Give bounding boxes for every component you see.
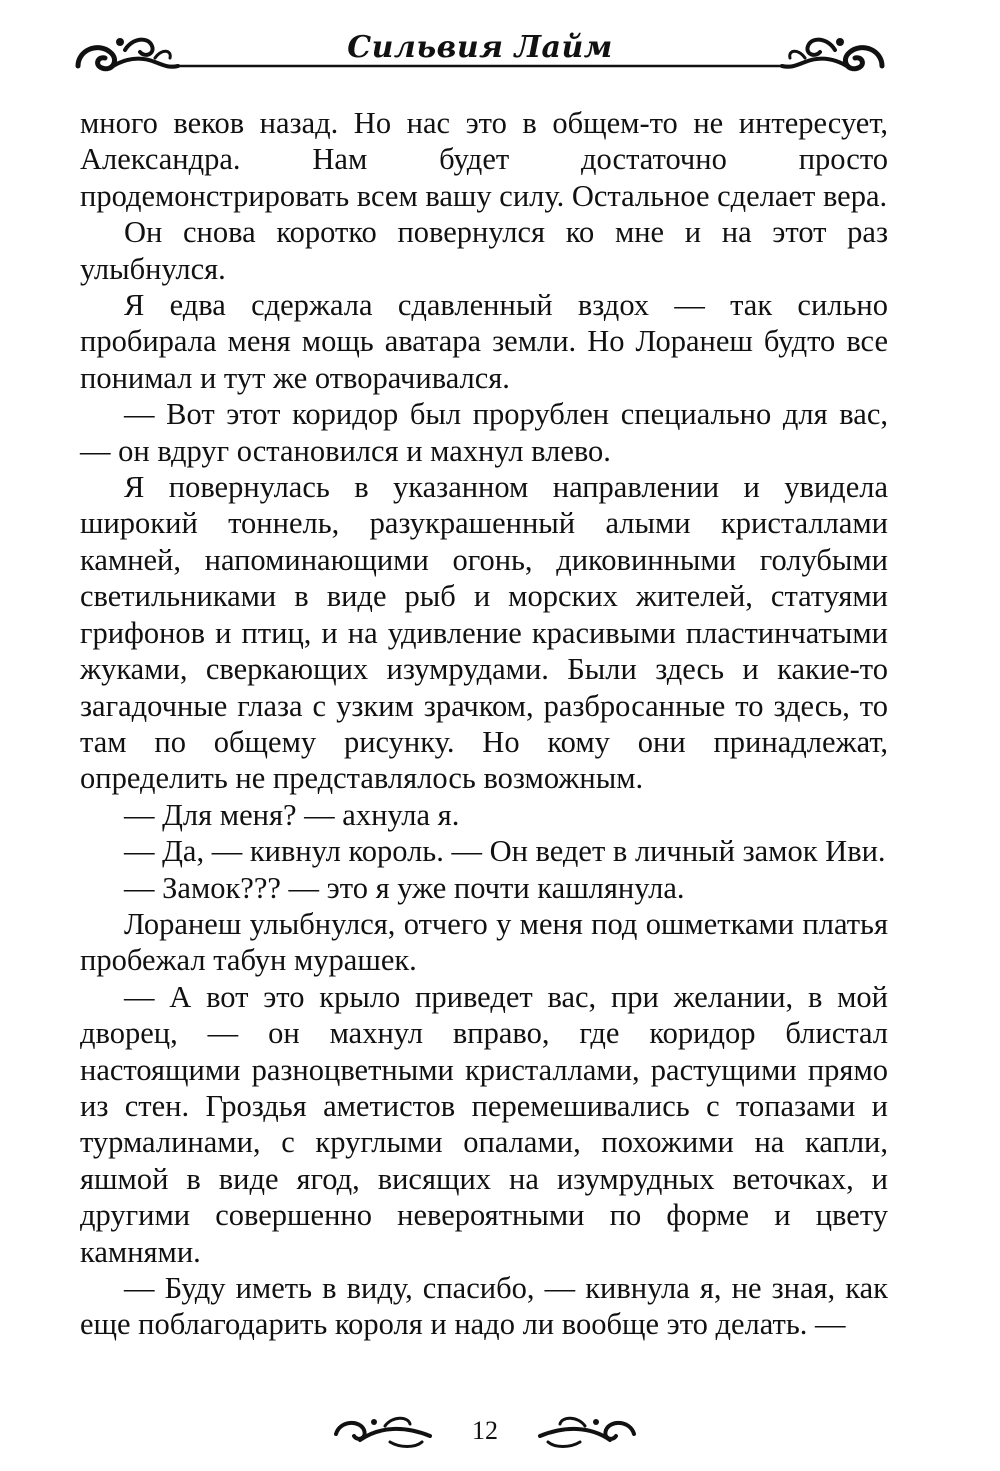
paragraph: Я едва сдержала сдавленный вздох — так сильно пробирала меня мощь аватара земли. Но Лоранеш будто все понимал и тут же отворачивался.	[80, 288, 888, 395]
page-number: 12	[472, 1416, 498, 1445]
paragraph: — Для меня? — ахнула я.	[124, 797, 460, 832]
footer-flourish-right-icon	[530, 1412, 640, 1452]
paragraph: много веков назад. Но нас это в общем-то не интересует, Александра. Нам будет достаточно просто продемонстрировать всем вашу силу. Остальное сделает вера.	[80, 106, 888, 213]
footer-flourish-left-icon	[330, 1412, 440, 1452]
paragraph: — Вот этот коридор был прорублен специально для вас, — он вдруг остановился и махнул влево.	[80, 397, 888, 468]
author-name: Сильвия Лайм	[347, 30, 613, 65]
body-text	[80, 105, 888, 1343]
paragraph: — А вот это крыло приведет вас, при желании, в мой дворец, — он махнул вправо, где коридор блистал настоящими разноцветными кристаллами, растущими прямо из стен. Гроздья аметистов перемешивались с топазами и турмалинами, с круглыми опалами, похожими на капли, яшмой в виде ягод, висящих на изумрудных веточках, и другими совершенно невероятными по форме и цвету камнями.	[80, 979, 888, 1269]
paragraph: Я повернулась в указанном направлении и увидела широкий тоннель, разукрашенный алыми кристаллами камней, напоминающими огонь, диковинными голубыми светильниками в виде рыб и морских жителей, статуями грифонов и птиц, и на удивление красивыми пластинчатыми жуками, сверкающих изумрудами. Были здесь и какие-то загадочные глаза с узким зрачком, разбросанные то здесь, то там по общему рисунку. Но кому они принадлежат, определить не представлялось возможным.	[80, 470, 888, 796]
paragraph: — Да, — кивнул король. — Он ведет в личный замок Иви.	[124, 834, 886, 869]
paragraph: — Буду иметь в виду, спасибо, — кивнула я, не зная, как еще поблагодарить короля и надо ли вообще это делать. —	[80, 1271, 888, 1342]
paragraph: — Замок??? — это я уже почти кашлянула.	[124, 870, 685, 905]
paragraph: Он снова коротко повернулся ко мне и на этот раз улыбнулся.	[80, 215, 888, 286]
paragraph: Лоранеш улыбнулся, отчего у меня под ошметками платья пробежал табун мурашек.	[80, 906, 888, 978]
running-header	[70, 18, 890, 88]
page-footer	[330, 1408, 640, 1458]
